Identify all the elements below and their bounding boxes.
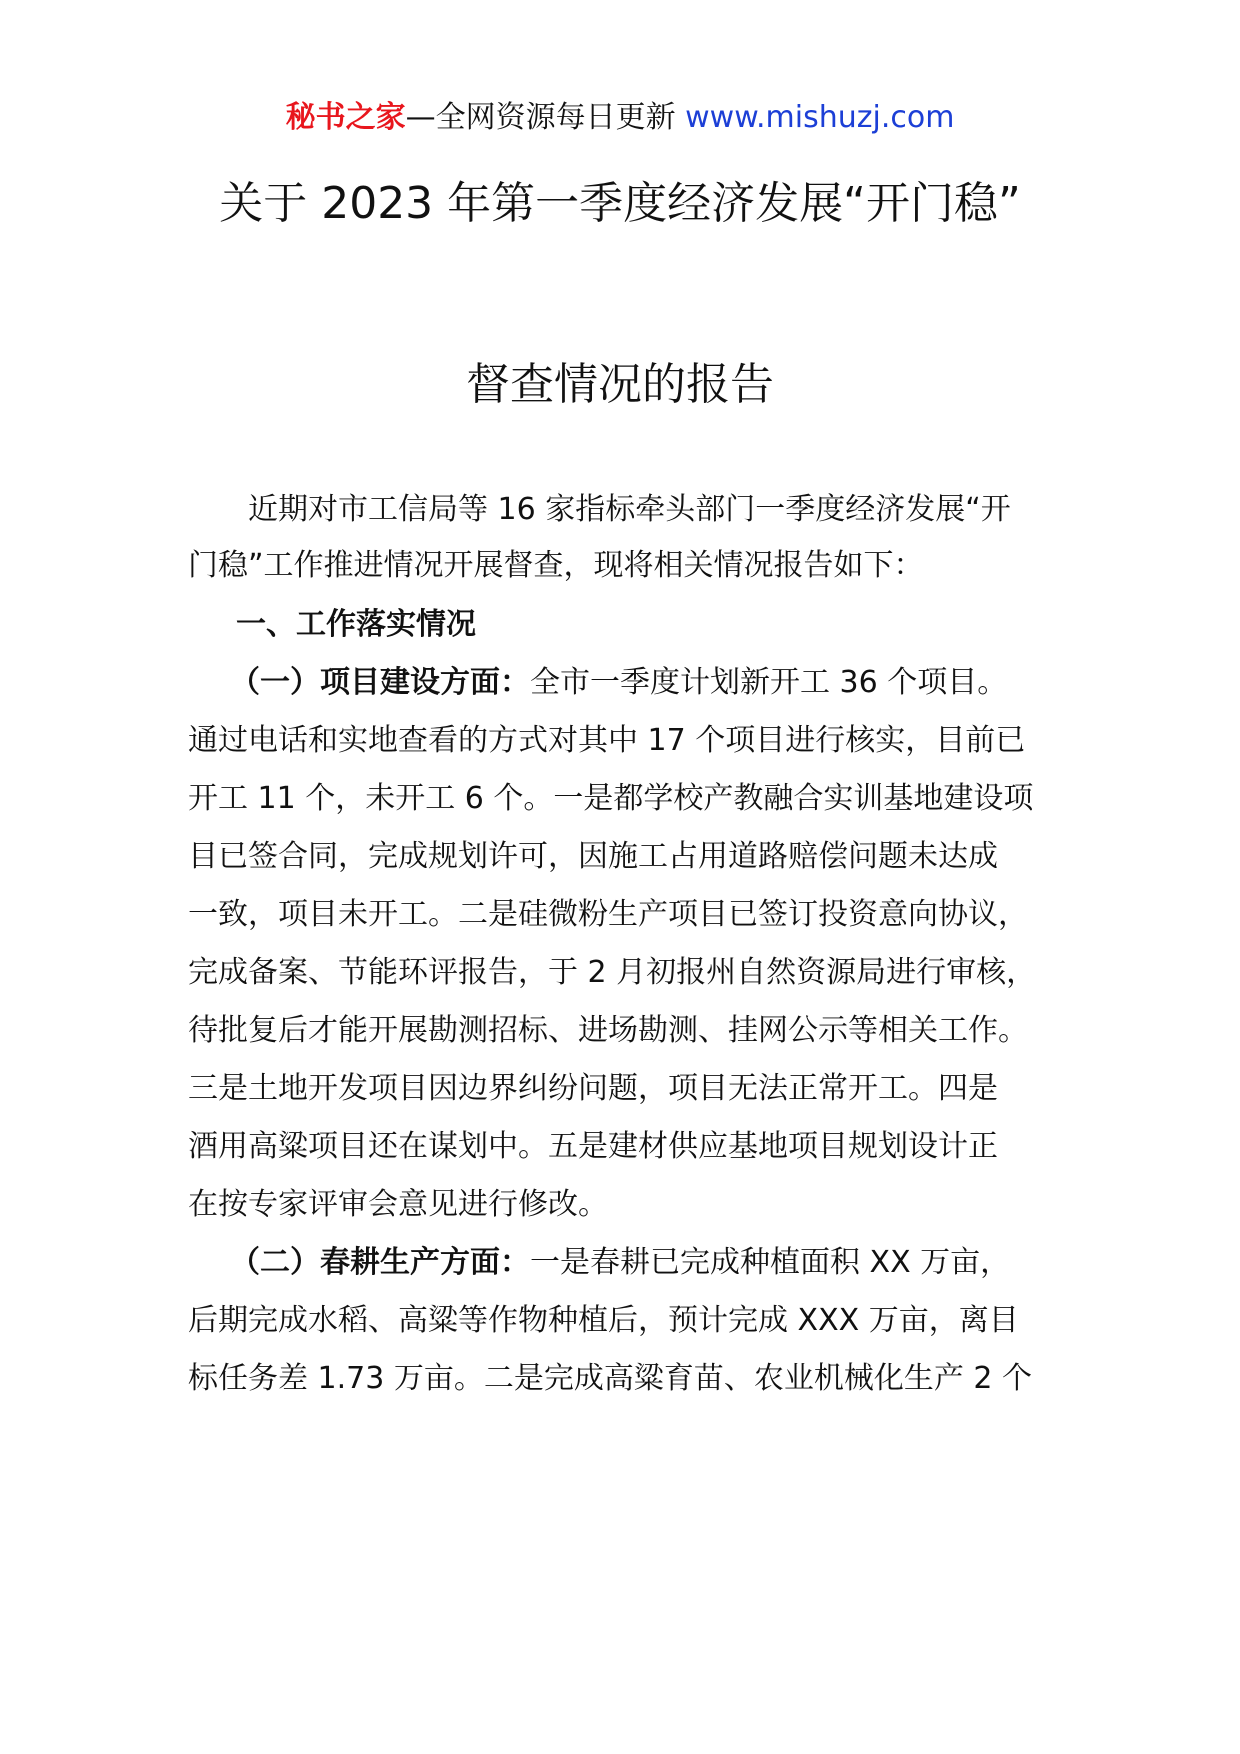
paragraph-line: 酒用高粱项目还在谋划中。五是建材供应基地项目规划设计正: [188, 1129, 998, 1164]
paragraph-line: 标任务差 1.73 万亩。二是完成高粱育苗、农业机械化生产 2 个: [188, 1361, 1033, 1396]
site-banner: [0, 98, 1240, 138]
paragraph-line: 三是土地开发项目因边界纠纷问题，项目无法正常开工。四是: [188, 1071, 998, 1106]
subsection-1-label: （一）项目建设方面：: [230, 665, 530, 700]
intro-line-1: 近期对市工信局等 16 家指标牵头部门一季度经济发展“开: [248, 492, 1011, 527]
document-title-line-1: 关于 2023 年第一季度经济发展“开门稳”: [219, 178, 1021, 229]
paragraph-line: 通过电话和实地查看的方式对其中 17 个项目进行核实，目前已: [188, 723, 1026, 758]
subsection-2-label: （二）春耕生产方面：: [230, 1245, 530, 1280]
paragraph-line: 后期完成水稻、高粱等作物种植后，预计完成 XXX 万亩，离目: [188, 1303, 1019, 1338]
site-url-link[interactable]: www.mishuzj.com: [685, 100, 955, 135]
intro-line-2: 门稳”工作推进情况开展督查，现将相关情况报告如下：: [188, 548, 924, 583]
banner-slogan: —全网资源每日更新: [405, 100, 686, 135]
subsection-1-text: 全市一季度计划新开工 36 个项目。: [530, 665, 1008, 700]
paragraph-line: 完成备案、节能环评报告，于 2 月初报州自然资源局进行审核，: [188, 955, 1037, 990]
section-heading-1: 一、工作落实情况: [236, 607, 476, 642]
subsection-2-first-line: [230, 1243, 1010, 1283]
paragraph-line: 一致，项目未开工。二是硅微粉生产项目已签订投资意向协议，: [188, 897, 1028, 932]
brand-name: 秘书之家: [285, 100, 406, 135]
document-title-line-2: 督查情况的报告: [466, 359, 774, 410]
paragraph-line: 待批复后才能开展勘测招标、进场勘测、挂网公示等相关工作。: [188, 1013, 1028, 1048]
subsection-1-first-line: [230, 663, 1007, 703]
paragraph-line: 目已签合同，完成规划许可，因施工占用道路赔偿问题未达成: [188, 839, 998, 874]
paragraph-line: 开工 11 个，未开工 6 个。一是都学校产教融合实训基地建设项: [188, 781, 1034, 816]
subsection-2-text: 一是春耕已完成种植面积 XX 万亩，: [530, 1245, 1011, 1280]
paragraph-line: 在按专家评审会意见进行修改。: [188, 1187, 608, 1222]
